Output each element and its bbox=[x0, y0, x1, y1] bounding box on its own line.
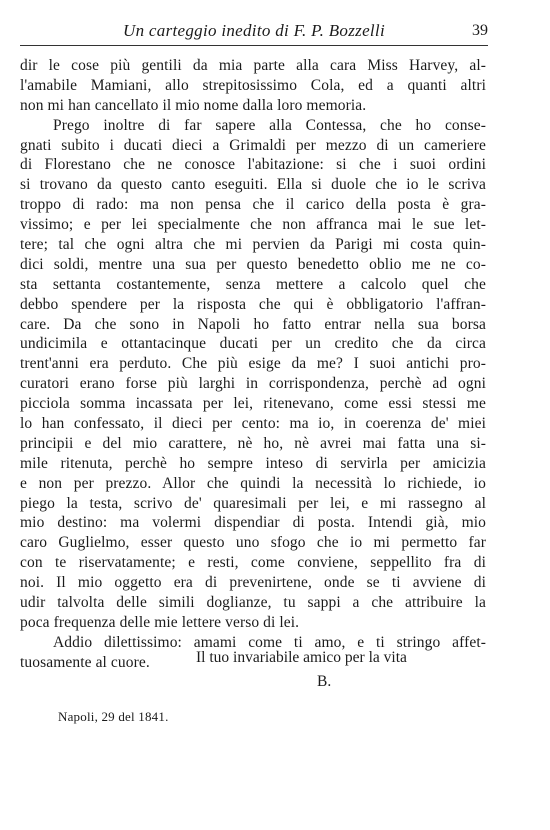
letter-body bbox=[20, 56, 486, 673]
text-line: dir le cose più gentili da mia parte alla cara Miss Harvey, al- bbox=[20, 57, 486, 74]
text-line: non mi han cancellato il mio nome dalla loro memoria. bbox=[20, 96, 367, 114]
text-line: Prego inoltre di far sapere alla Contessa, che ho conse- bbox=[53, 116, 486, 134]
text-line: mio destino: ma volermi dispendiar di posta. Intendi già, mio bbox=[20, 514, 486, 532]
page-number: 39 bbox=[472, 22, 488, 39]
text-line: tere; tal che ogni altra che mi pervien da Parigi mi costa quin- bbox=[20, 236, 486, 254]
text-line: vissimo; e per lei specialmente che non affranca mai le sue let- bbox=[20, 216, 486, 234]
text-line: noi. Il mio oggetto era di prevenirtene, onde se ti avviene di bbox=[20, 574, 486, 592]
text-line: udir talvolta delle simili doglianze, tu sappi a che attribuire la bbox=[20, 594, 486, 612]
text-line: undicimila e ottantacinque ducati per un credito che da circa bbox=[20, 335, 486, 353]
running-head bbox=[20, 20, 488, 42]
text-line: caro Guglielmo, esser questo uno sfogo che io mi permetto far bbox=[20, 534, 486, 552]
text-line: mile ritenuta, perchè ho sempre inteso di servirla per amicizia bbox=[20, 454, 486, 472]
running-title: Un carteggio inedito di F. P. Bozzelli bbox=[123, 21, 385, 40]
text-line: trent'anni era perduto. Che più esige da me? I suoi antichi pro- bbox=[20, 355, 486, 373]
signature: B. bbox=[317, 673, 332, 690]
text-line: picciola somma incassata per lei, ritenevano, come essi stessi me bbox=[20, 395, 486, 413]
text-line: principii e del mio carattere, nè ho, nè avrei mai fatta una si- bbox=[20, 434, 486, 452]
text-line: sta settanta costantemente, senza mettere a calcolo quel che bbox=[20, 275, 486, 293]
text-line: tuosamente al cuore. bbox=[20, 653, 150, 671]
text-line: troppo di rado: ma non pensa che il carico della posta è gra- bbox=[20, 196, 486, 214]
text-line: care. Da che sono in Napoli ho fatto entrar nella sua borsa bbox=[20, 315, 486, 333]
text-line: si trovano da questo canto eseguiti. Ella si duole che io le scriva bbox=[20, 176, 486, 194]
text-line: l'amabile Mamiani, allo strepitosissimo Cola, ed a quanti altri bbox=[20, 76, 486, 94]
text-line: di Florestano che ne conosce l'abitazione: si che i suoi ordini bbox=[20, 156, 486, 174]
text-line: e non per prezzo. Allor che quindi la necessità lo richiede, io bbox=[20, 474, 486, 492]
text-line: lo han confessato, il dieci per cento: ma io, in coerenza de' miei bbox=[20, 415, 486, 433]
header-rule bbox=[20, 45, 488, 46]
text-line: piego la testa, scrivo de' quaresimali per lei, e mi rassegno al bbox=[20, 494, 486, 512]
text-line: debbo spendere per la risposta che qui è obbligatorio l'affran- bbox=[20, 295, 486, 313]
text-line: con te riservatamente; e resti, come conviene, seppellito fra di bbox=[20, 554, 486, 572]
text-line: dici soldi, mentre una sua per questo benedetto oblio me ne co- bbox=[20, 255, 486, 273]
text-line: gnati subito i ducati dieci a Grimaldi per mezzo di un cameriere bbox=[20, 136, 486, 154]
text-line: Addio dilettissimo: amami come ti amo, e ti stringo affet- bbox=[53, 633, 486, 651]
dateline: Napoli, 29 del 1841. bbox=[58, 709, 169, 724]
text-line: curatori erano forse più larghi in corrispondenza, perchè ad ogni bbox=[20, 375, 486, 393]
text-line: poca frequenza delle mie lettere verso di lei. bbox=[20, 613, 300, 631]
valediction: Il tuo invariabile amico per la vita bbox=[196, 649, 407, 666]
